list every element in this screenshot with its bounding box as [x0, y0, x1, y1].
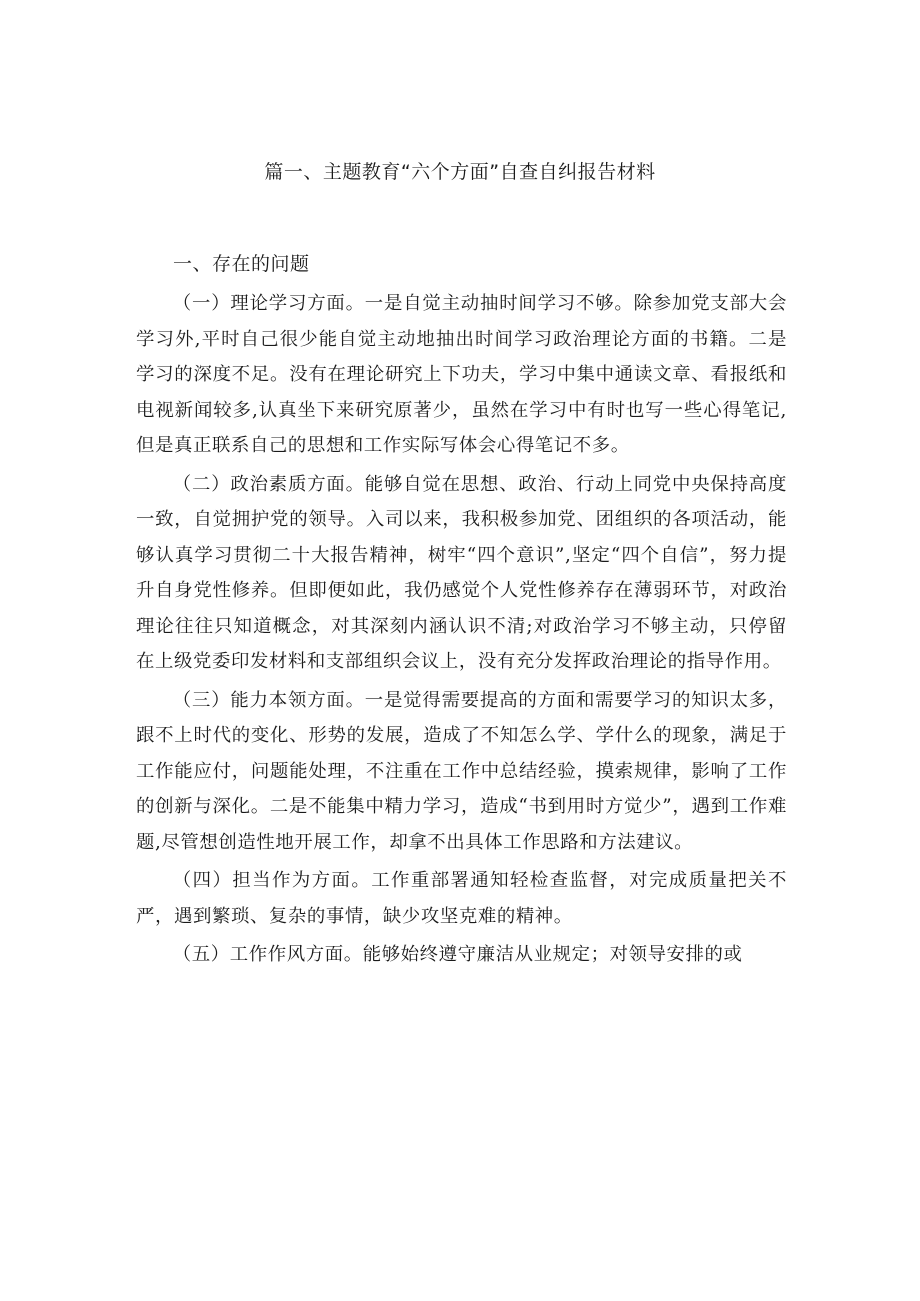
- paragraph-responsibility: （四）担当作为方面。工作重部署通知轻检查监督，对完成质量把关不严，遇到繁琐、复杂的事情，缺少攻坚克难的精神。: [136, 870, 787, 927]
- document-body: [136, 286, 787, 973]
- paragraph-work-style: （五）工作作风方面。能够始终遵守廉洁从业规定；对领导安排的或: [172, 944, 743, 965]
- paragraph-political-quality: （二）政治素质方面。能够自觉在思想、政治、行动上同党中央保持高度一致，自觉拥护党的领导。入司以来，我积极参加党、团组织的各项活动，能够认真学习贯彻二十大报告精神，树牢“四个意识”,坚定“四个自信”，努力提升自身党性修养。但即便如此，我仍感觉个人党性修养存在薄弱环节，对政治理论往往只知道概念，对其深刻内涵认识不清;对政治学习不够主动，只停留在上级党委印发材料和支部组织会议上，没有充分发挥政治理论的指导作用。: [136, 473, 787, 672]
- paragraph-theory-study: （一）理论学习方面。一是自觉主动抽时间学习不够。除参加党支部大会学习外,平时自己很少能自觉主动地抽出时间学习政治理论方面的书籍。二是学习的深度不足。没有在理论研究上下功夫，学习中集中通读文章、看报纸和电视新闻较多,认真坐下来研究原著少，虽然在学习中有时也写一些心得笔记,但是真正联系自己的思想和工作实际写体会心得笔记不多。: [136, 293, 787, 456]
- section-heading: 一、存在的问题: [173, 253, 310, 275]
- paragraph-ability: （三）能力本领方面。一是觉得需要提高的方面和需要学习的知识太多，跟不上时代的变化、形势的发展，造成了不知怎么学、学什么的现象，满足于工作能应付，问题能处理，不注重在工作中总结经验，摸索规律，影响了工作的创新与深化。二是不能集中精力学习，造成“书到用时方觉少”，遇到工作难题,尽管想创造性地开展工作，却拿不出具体工作思路和方法建议。: [136, 689, 787, 853]
- document-title: 篇一、主题教育“六个方面”自查自纠报告材料: [264, 161, 656, 183]
